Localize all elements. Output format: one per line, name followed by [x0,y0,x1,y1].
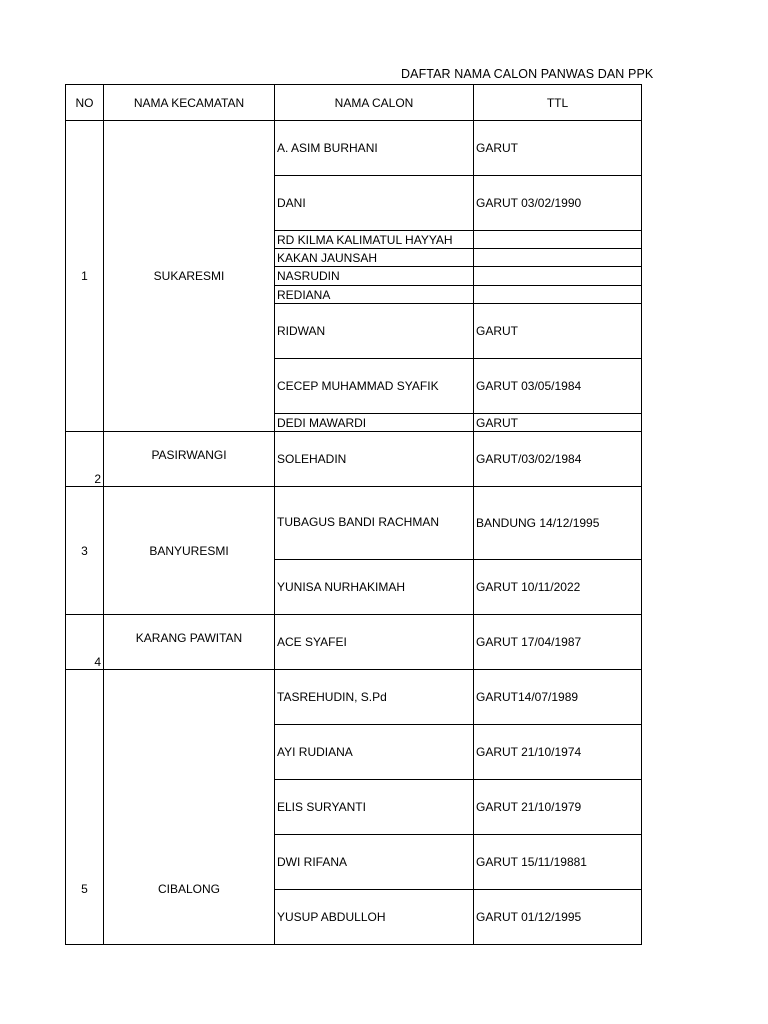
candidate-ttl: GARUT [474,304,642,359]
candidate-name: KAKAN JAUNSAH [275,249,474,267]
candidate-ttl: GARUT 03/02/1990 [474,176,642,231]
header-kecamatan: NAMA KECAMATAN [104,85,275,121]
candidate-ttl [474,249,642,267]
group-number: 5 [66,670,104,945]
candidate-name: TASREHUDIN, S.Pd [275,670,474,725]
candidate-name: DANI [275,176,474,231]
kecamatan-name: BANYURESMI [104,487,275,615]
candidate-ttl: GARUT 15/11/19881 [474,835,642,890]
candidate-ttl: GARUT 10/11/2022 [474,560,642,615]
candidate-table [65,84,642,945]
candidate-ttl [474,231,642,249]
table-row [66,487,642,560]
group-number: 4 [66,615,104,670]
kecamatan-name: SUKARESMI [104,121,275,432]
header-ttl: TTL [474,85,642,121]
candidate-ttl: BANDUNG 14/12/1995 [474,487,642,560]
candidate-name: NASRUDIN [275,267,474,286]
candidate-name: A. ASIM BURHANI [275,121,474,176]
candidate-name: DEDI MAWARDI [275,414,474,432]
candidate-name: YUSUP ABDULLOH [275,890,474,945]
candidate-name: YUNISA NURHAKIMAH [275,560,474,615]
table-row [66,615,642,670]
candidate-ttl: GARUT [474,121,642,176]
candidate-name: RIDWAN [275,304,474,359]
table-row [66,121,642,176]
header-nama-calon: NAMA CALON [275,85,474,121]
candidate-name: SOLEHADIN [275,432,474,487]
candidate-name: RD KILMA KALIMATUL HAYYAH [275,231,474,249]
group-number: 3 [66,487,104,615]
kecamatan-name: CIBALONG [104,670,275,945]
candidate-ttl: GARUT 17/04/1987 [474,615,642,670]
group-number: 2 [66,432,104,487]
group-number: 1 [66,121,104,432]
table-body [66,121,642,945]
kecamatan-name: KARANG PAWITAN [104,615,275,670]
table-row [66,670,642,725]
header-no: NO [66,85,104,121]
candidate-ttl: GARUT [474,414,642,432]
candidate-name: AYI RUDIANA [275,725,474,780]
candidate-name: REDIANA [275,286,474,304]
candidate-ttl: GARUT14/07/1989 [474,670,642,725]
candidate-ttl: GARUT 03/05/1984 [474,359,642,414]
document-title: DAFTAR NAMA CALON PANWAS DAN PPK [401,67,654,81]
candidate-ttl: GARUT 21/10/1979 [474,780,642,835]
candidate-ttl: GARUT 01/12/1995 [474,890,642,945]
candidate-ttl [474,286,642,304]
candidate-ttl: GARUT/03/02/1984 [474,432,642,487]
candidate-name: DWI RIFANA [275,835,474,890]
candidate-name: ACE SYAFEI [275,615,474,670]
candidate-name: CECEP MUHAMMAD SYAFIK [275,359,474,414]
candidate-name: TUBAGUS BANDI RACHMAN [275,487,474,560]
candidate-name: ELIS SURYANTI [275,780,474,835]
candidate-ttl [474,267,642,286]
table-row [66,432,642,487]
candidate-ttl: GARUT 21/10/1974 [474,725,642,780]
kecamatan-name: PASIRWANGI [104,432,275,487]
header-row [66,85,642,121]
